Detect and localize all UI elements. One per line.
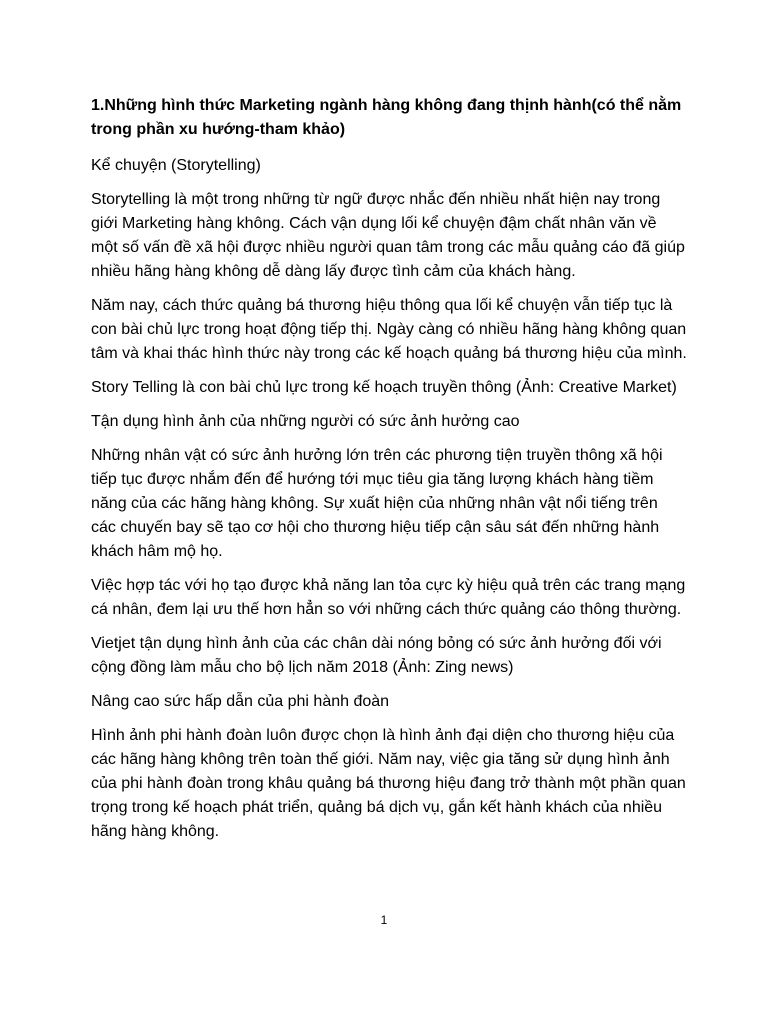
image-caption: Vietjet tận dụng hình ảnh của các chân dài nóng bỏng có sức ảnh hưởng đối với cộng đồng làm mẫu cho bộ lịch năm 2018 (Ảnh: Zing news): [91, 635, 662, 676]
paragraph: Hình ảnh phi hành đoàn luôn được chọn là hình ảnh đại diện cho thương hiệu của các hãng hàng không trên toàn thế giới. Năm nay, việc gia tăng sử dụng hình ảnh của phi hành đoàn trong khâu quảng bá thương hiệu đang trở thành một phần quan trọng trong kế hoạch phát triển, quảng bá dịch vụ, gắn kết hành khách của nhiều hãng hàng không.: [91, 727, 686, 840]
page-number: 1: [380, 913, 388, 927]
subheading-crew: Nâng cao sức hấp dẫn của phi hành đoàn: [91, 693, 390, 710]
paragraph: Năm nay, cách thức quảng bá thương hiệu thông qua lối kể chuyện vẫn tiếp tục là con bài chủ lực trong hoạt động tiếp thị. Ngày càng có nhiều hãng hàng không quan tâm và khai thác hình thức này trong các kế hoạch quảng bá thương hiệu của mình.: [91, 297, 687, 362]
paragraph: Việc hợp tác với họ tạo được khả năng lan tỏa cực kỳ hiệu quả trên các trang mạng cá nhân, đem lại ưu thế hơn hẳn so với những cách thức quảng cáo thông thường.: [91, 577, 686, 618]
paragraph: Storytelling là một trong những từ ngữ được nhắc đến nhiều nhất hiện nay trong giới Marketing hàng không. Cách vận dụng lối kể chuyện đậm chất nhân văn về một số vấn đề xã hội được nhiều người quan tâm trong các mẫu quảng cáo đã giúp nhiều hãng hàng không dễ dàng lấy được tình cảm của khách hàng.: [91, 191, 685, 280]
subheading-influencers: Tận dụng hình ảnh của những người có sức ảnh hưởng cao: [91, 413, 520, 430]
section-heading: 1.Những hình thức Marketing ngành hàng không đang thịnh hành(có thể nằm trong phần xu hướng-tham khảo): [91, 97, 682, 138]
document-body: [91, 94, 687, 854]
subheading-storytelling: Kể chuyện (Storytelling): [91, 157, 261, 174]
paragraph: Những nhân vật có sức ảnh hưởng lớn trên các phương tiện truyền thông xã hội tiếp tục được nhắm đến để hướng tới mục tiêu gia tăng lượng khách hàng tiềm năng của các hãng hàng không. Sự xuất hiện của những nhân vật nổi tiếng trên các chuyến bay sẽ tạo cơ hội cho thương hiệu tiếp cận sâu sát đến những hành khách hâm mộ họ.: [91, 447, 663, 560]
image-caption: Story Telling là con bài chủ lực trong kế hoạch truyền thông (Ảnh: Creative Market): [91, 379, 677, 396]
